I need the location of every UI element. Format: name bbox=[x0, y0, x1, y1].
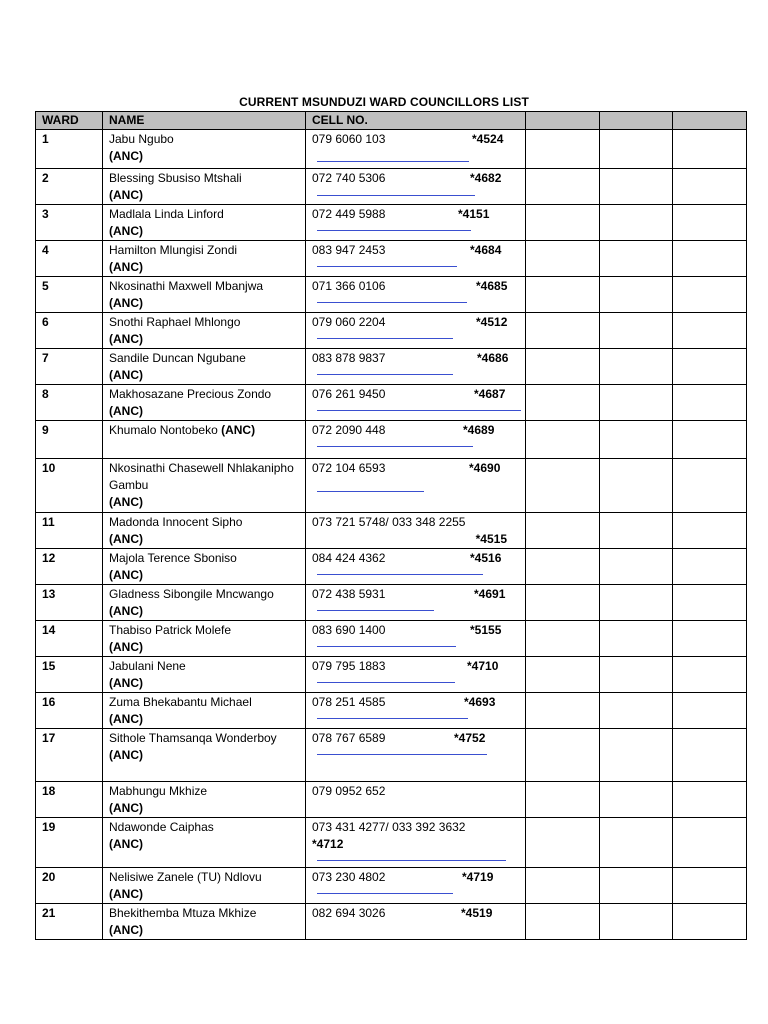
table-row bbox=[36, 585, 747, 621]
table-row bbox=[36, 513, 747, 549]
party-label: (ANC) bbox=[109, 748, 143, 762]
ward-number: 2 bbox=[36, 169, 103, 205]
councillor-name-cell bbox=[103, 818, 306, 868]
empty-cell-2 bbox=[600, 421, 673, 459]
extension-number: *5155 bbox=[470, 623, 502, 637]
email-underline bbox=[317, 338, 453, 339]
councillor-name-cell bbox=[103, 513, 306, 549]
party-label: (ANC) bbox=[109, 296, 143, 310]
empty-cell-3 bbox=[673, 904, 747, 940]
empty-cell-1 bbox=[526, 205, 600, 241]
ward-number: 17 bbox=[36, 729, 103, 782]
cell-number: 072 438 5931 bbox=[312, 587, 386, 601]
cell-number: 079 6060 103 bbox=[312, 132, 386, 146]
councillor-name-cell bbox=[103, 241, 306, 277]
table-row bbox=[36, 385, 747, 421]
empty-cell-2 bbox=[600, 782, 673, 818]
empty-cell-2 bbox=[600, 513, 673, 549]
councillor-name-cell bbox=[103, 585, 306, 621]
councillor-name-cell bbox=[103, 130, 306, 169]
councillor-name: Nkosinathi Chasewell Nhlakanipho Gambu bbox=[109, 461, 294, 492]
councillor-name-cell bbox=[103, 205, 306, 241]
cell-number: 072 740 5306 bbox=[312, 171, 386, 185]
councillor-name: Sithole Thamsanqa Wonderboy bbox=[109, 731, 277, 745]
empty-cell-3 bbox=[673, 241, 747, 277]
empty-cell-2 bbox=[600, 241, 673, 277]
table-row bbox=[36, 349, 747, 385]
empty-cell-1 bbox=[526, 277, 600, 313]
ward-number: 21 bbox=[36, 904, 103, 940]
empty-cell-1 bbox=[526, 421, 600, 459]
cell-number: 078 767 6589 bbox=[312, 731, 386, 745]
councillor-name-cell bbox=[103, 313, 306, 349]
ward-number: 10 bbox=[36, 459, 103, 513]
party-label: (ANC) bbox=[109, 224, 143, 238]
ward-number: 11 bbox=[36, 513, 103, 549]
cell-number: 082 694 3026 bbox=[312, 906, 386, 920]
cell-number: 083 878 9837 bbox=[312, 351, 386, 365]
councillor-name: Bhekithemba Mtuza Mkhize bbox=[109, 906, 257, 920]
email-underline bbox=[317, 646, 456, 647]
empty-cell-1 bbox=[526, 904, 600, 940]
cell-number: 084 424 4362 bbox=[312, 551, 386, 565]
table-row bbox=[36, 621, 747, 657]
councillor-name-cell bbox=[103, 729, 306, 782]
party-label: (ANC) bbox=[109, 149, 143, 163]
councillor-name-cell bbox=[103, 549, 306, 585]
ward-number: 6 bbox=[36, 313, 103, 349]
party-label: (ANC) bbox=[109, 532, 143, 546]
empty-cell-3 bbox=[673, 130, 747, 169]
councillor-name: Majola Terence Sboniso bbox=[109, 551, 237, 565]
party-label: (ANC) bbox=[109, 568, 143, 582]
empty-cell-2 bbox=[600, 657, 673, 693]
table-row bbox=[36, 277, 747, 313]
email-underline bbox=[317, 682, 455, 683]
extension-number: *4690 bbox=[469, 461, 501, 475]
ward-number: 4 bbox=[36, 241, 103, 277]
party-label: (ANC) bbox=[109, 837, 143, 851]
email-underline bbox=[317, 161, 469, 162]
extension-number: *4524 bbox=[472, 132, 504, 146]
ward-number: 20 bbox=[36, 868, 103, 904]
ward-number: 3 bbox=[36, 205, 103, 241]
empty-cell-3 bbox=[673, 205, 747, 241]
councillor-name: Ndawonde Caiphas bbox=[109, 820, 214, 834]
party-label: (ANC) bbox=[109, 368, 143, 382]
ward-number: 12 bbox=[36, 549, 103, 585]
table-row bbox=[36, 313, 747, 349]
extension-number: *4689 bbox=[463, 423, 495, 437]
party-label: (ANC) bbox=[109, 495, 143, 509]
councillor-name: Blessing Sbusiso Mtshali bbox=[109, 171, 242, 185]
extension-number: *4691 bbox=[474, 587, 506, 601]
cell-number: 083 690 1400 bbox=[312, 623, 386, 637]
councillor-name-cell bbox=[103, 421, 306, 459]
cell-number-cell bbox=[306, 169, 526, 205]
extension-number: *4519 bbox=[461, 906, 493, 920]
email-underline bbox=[317, 860, 506, 861]
table-row bbox=[36, 657, 747, 693]
extension-number: *4685 bbox=[476, 279, 508, 293]
extension-number: *4712 bbox=[312, 837, 344, 851]
cell-number-cell bbox=[306, 459, 526, 513]
empty-cell-3 bbox=[673, 621, 747, 657]
email-underline bbox=[317, 410, 521, 411]
empty-cell-2 bbox=[600, 549, 673, 585]
cell-number-cell bbox=[306, 513, 526, 549]
extension-number: *4515 bbox=[475, 532, 507, 546]
councillor-name: Gladness Sibongile Mncwango bbox=[109, 587, 274, 601]
extension-number: *4684 bbox=[470, 243, 502, 257]
councillor-name-cell bbox=[103, 868, 306, 904]
email-underline bbox=[317, 266, 457, 267]
empty-cell-3 bbox=[673, 818, 747, 868]
ward-number: 8 bbox=[36, 385, 103, 421]
table-row bbox=[36, 130, 747, 169]
empty-cell-3 bbox=[673, 513, 747, 549]
email-underline bbox=[317, 718, 468, 719]
councillor-name: Hamilton Mlungisi Zondi bbox=[109, 243, 238, 257]
party-label: (ANC) bbox=[109, 604, 143, 618]
empty-cell-2 bbox=[600, 130, 673, 169]
email-underline bbox=[317, 374, 453, 375]
empty-cell-2 bbox=[600, 205, 673, 241]
councillor-name-cell bbox=[103, 349, 306, 385]
table-row bbox=[36, 729, 747, 782]
email-underline bbox=[317, 574, 483, 575]
ward-number: 5 bbox=[36, 277, 103, 313]
header-ward: WARD bbox=[36, 112, 103, 130]
empty-cell-3 bbox=[673, 729, 747, 782]
empty-cell-2 bbox=[600, 169, 673, 205]
empty-cell-2 bbox=[600, 818, 673, 868]
email-underline bbox=[317, 754, 487, 755]
party-label: (ANC) bbox=[109, 640, 143, 654]
empty-cell-1 bbox=[526, 349, 600, 385]
extension-number: *4682 bbox=[470, 171, 502, 185]
empty-cell-2 bbox=[600, 385, 673, 421]
table-row bbox=[36, 421, 747, 459]
councillor-name-cell bbox=[103, 385, 306, 421]
cell-number: 079 060 2204 bbox=[312, 315, 386, 329]
extension-number: *4719 bbox=[462, 870, 494, 884]
cell-number-cell bbox=[306, 868, 526, 904]
party-label: (ANC) bbox=[109, 188, 143, 202]
empty-cell-1 bbox=[526, 241, 600, 277]
empty-cell-1 bbox=[526, 459, 600, 513]
email-underline bbox=[317, 230, 471, 231]
email-underline bbox=[317, 195, 475, 196]
header-cell-no: CELL NO. bbox=[306, 112, 526, 130]
empty-cell-1 bbox=[526, 585, 600, 621]
cell-number: 078 251 4585 bbox=[312, 695, 386, 709]
cell-number-cell bbox=[306, 585, 526, 621]
empty-cell-2 bbox=[600, 313, 673, 349]
empty-cell-2 bbox=[600, 459, 673, 513]
empty-cell-1 bbox=[526, 868, 600, 904]
party-label: (ANC) bbox=[109, 260, 143, 274]
email-underline bbox=[317, 893, 453, 894]
header-extra-2 bbox=[600, 112, 673, 130]
cell-number-cell bbox=[306, 313, 526, 349]
cell-number: 079 0952 652 bbox=[312, 784, 386, 798]
table-row bbox=[36, 549, 747, 585]
councillor-name-cell bbox=[103, 657, 306, 693]
header-extra-3 bbox=[673, 112, 747, 130]
party-label: (ANC) bbox=[109, 712, 143, 726]
cell-number: 073 721 5748/ 033 348 2255 bbox=[312, 515, 466, 529]
councillor-name: Mabhungu Mkhize bbox=[109, 784, 208, 798]
cell-number-cell bbox=[306, 349, 526, 385]
councillor-name-cell bbox=[103, 904, 306, 940]
empty-cell-1 bbox=[526, 782, 600, 818]
party-label: (ANC) bbox=[221, 423, 256, 437]
cell-number-cell bbox=[306, 818, 526, 868]
empty-cell-1 bbox=[526, 818, 600, 868]
cell-number: 072 104 6593 bbox=[312, 461, 386, 475]
table-row bbox=[36, 693, 747, 729]
empty-cell-3 bbox=[673, 421, 747, 459]
extension-number: *4512 bbox=[476, 315, 508, 329]
cell-number-cell bbox=[306, 729, 526, 782]
empty-cell-1 bbox=[526, 313, 600, 349]
councillor-name: Jabu Ngubo bbox=[109, 132, 174, 146]
cell-number-cell bbox=[306, 277, 526, 313]
empty-cell-3 bbox=[673, 349, 747, 385]
councillor-name-cell bbox=[103, 782, 306, 818]
empty-cell-3 bbox=[673, 585, 747, 621]
empty-cell-1 bbox=[526, 621, 600, 657]
cell-number-cell bbox=[306, 904, 526, 940]
table-row bbox=[36, 459, 747, 513]
empty-cell-3 bbox=[673, 782, 747, 818]
cell-number-cell bbox=[306, 421, 526, 459]
party-label: (ANC) bbox=[109, 676, 143, 690]
cell-number-cell bbox=[306, 657, 526, 693]
table-row bbox=[36, 241, 747, 277]
empty-cell-1 bbox=[526, 657, 600, 693]
table-row bbox=[36, 169, 747, 205]
empty-cell-3 bbox=[673, 277, 747, 313]
ward-number: 1 bbox=[36, 130, 103, 169]
empty-cell-3 bbox=[673, 549, 747, 585]
cell-number: 076 261 9450 bbox=[312, 387, 386, 401]
email-underline bbox=[317, 302, 467, 303]
empty-cell-3 bbox=[673, 169, 747, 205]
cell-number: 071 366 0106 bbox=[312, 279, 386, 293]
empty-cell-1 bbox=[526, 549, 600, 585]
cell-number: 072 449 5988 bbox=[312, 207, 386, 221]
cell-number: 073 230 4802 bbox=[312, 870, 386, 884]
councillor-name-cell bbox=[103, 169, 306, 205]
page-title: CURRENT MSUNDUZI WARD COUNCILLORS LIST bbox=[239, 95, 529, 109]
email-underline bbox=[317, 610, 434, 611]
table-header-row bbox=[36, 112, 747, 130]
empty-cell-1 bbox=[526, 130, 600, 169]
councillor-name: Thabiso Patrick Molefe bbox=[109, 623, 232, 637]
empty-cell-1 bbox=[526, 385, 600, 421]
ward-number: 14 bbox=[36, 621, 103, 657]
empty-cell-3 bbox=[673, 657, 747, 693]
councillor-name: Zuma Bhekabantu Michael bbox=[109, 695, 252, 709]
cell-number: 072 2090 448 bbox=[312, 423, 386, 437]
extension-number: *4710 bbox=[467, 659, 499, 673]
empty-cell-1 bbox=[526, 693, 600, 729]
councillor-name: Sandile Duncan Ngubane bbox=[109, 351, 246, 365]
ward-number: 16 bbox=[36, 693, 103, 729]
empty-cell-2 bbox=[600, 277, 673, 313]
councillor-name: Nkosinathi Maxwell Mbanjwa bbox=[109, 279, 264, 293]
councillor-name-cell bbox=[103, 693, 306, 729]
councillor-name: Snothi Raphael Mhlongo bbox=[109, 315, 241, 329]
cell-number: 073 431 4277/ 033 392 3632 bbox=[312, 820, 466, 834]
party-label: (ANC) bbox=[109, 923, 143, 937]
empty-cell-2 bbox=[600, 585, 673, 621]
councillor-name: Khumalo Nontobeko bbox=[109, 423, 222, 437]
extension-number: *4516 bbox=[470, 551, 502, 565]
table-row bbox=[36, 782, 747, 818]
table-row bbox=[36, 205, 747, 241]
cell-number-cell bbox=[306, 693, 526, 729]
empty-cell-2 bbox=[600, 904, 673, 940]
councillor-name-cell bbox=[103, 459, 306, 513]
empty-cell-2 bbox=[600, 349, 673, 385]
cell-number-cell bbox=[306, 782, 526, 818]
empty-cell-2 bbox=[600, 693, 673, 729]
extension-number: *4686 bbox=[477, 351, 509, 365]
ward-number: 19 bbox=[36, 818, 103, 868]
ward-number: 9 bbox=[36, 421, 103, 459]
cell-number-cell bbox=[306, 130, 526, 169]
cell-number-cell bbox=[306, 549, 526, 585]
cell-number-cell bbox=[306, 385, 526, 421]
extension-number: *4687 bbox=[474, 387, 506, 401]
header-extra-1 bbox=[526, 112, 600, 130]
ward-number: 13 bbox=[36, 585, 103, 621]
party-label: (ANC) bbox=[109, 801, 143, 815]
extension-number: *4693 bbox=[464, 695, 496, 709]
councillor-name: Jabulani Nene bbox=[109, 659, 186, 673]
ward-number: 15 bbox=[36, 657, 103, 693]
empty-cell-1 bbox=[526, 513, 600, 549]
empty-cell-1 bbox=[526, 169, 600, 205]
cell-number: 079 795 1883 bbox=[312, 659, 386, 673]
party-label: (ANC) bbox=[109, 332, 143, 346]
empty-cell-3 bbox=[673, 385, 747, 421]
ward-number: 7 bbox=[36, 349, 103, 385]
councillor-name: Nelisiwe Zanele (TU) Ndlovu bbox=[109, 870, 262, 884]
empty-cell-2 bbox=[600, 868, 673, 904]
party-label: (ANC) bbox=[109, 404, 143, 418]
empty-cell-3 bbox=[673, 313, 747, 349]
party-label: (ANC) bbox=[109, 887, 143, 901]
cell-number-cell bbox=[306, 621, 526, 657]
ward-number: 18 bbox=[36, 782, 103, 818]
header-name: NAME bbox=[103, 112, 306, 130]
empty-cell-3 bbox=[673, 868, 747, 904]
empty-cell-2 bbox=[600, 729, 673, 782]
email-underline bbox=[317, 446, 473, 447]
empty-cell-1 bbox=[526, 729, 600, 782]
councillor-name-cell bbox=[103, 621, 306, 657]
councillor-name-cell bbox=[103, 277, 306, 313]
extension-number: *4752 bbox=[454, 731, 486, 745]
email-underline bbox=[317, 491, 424, 492]
empty-cell-3 bbox=[673, 693, 747, 729]
councillors-table bbox=[35, 111, 747, 940]
cell-number-cell bbox=[306, 241, 526, 277]
table-row bbox=[36, 904, 747, 940]
extension-number: *4151 bbox=[458, 207, 490, 221]
empty-cell-2 bbox=[600, 621, 673, 657]
empty-cell-3 bbox=[673, 459, 747, 513]
table-row bbox=[36, 868, 747, 904]
table-row bbox=[36, 818, 747, 868]
councillor-name: Makhosazane Precious Zondo bbox=[109, 387, 272, 401]
councillor-name: Madonda Innocent Sipho bbox=[109, 515, 243, 529]
cell-number: 083 947 2453 bbox=[312, 243, 386, 257]
cell-number-cell bbox=[306, 205, 526, 241]
councillor-name: Madlala Linda Linford bbox=[109, 207, 224, 221]
